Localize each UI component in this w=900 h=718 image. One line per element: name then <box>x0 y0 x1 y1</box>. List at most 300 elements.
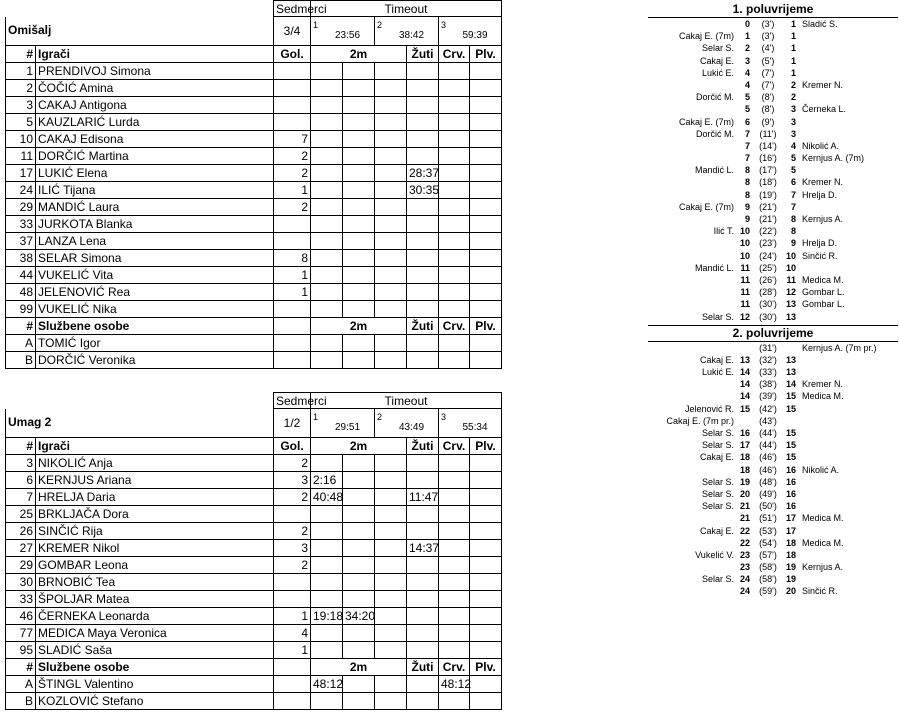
blank-cell <box>274 676 311 693</box>
player-yellow-card <box>407 608 439 625</box>
player-two-min-3 <box>375 114 407 131</box>
official-yellow-card <box>407 335 439 352</box>
away-scorer: Nikolić A. <box>802 464 840 475</box>
home-score: 21 <box>739 501 750 512</box>
home-score: 7 <box>744 140 750 151</box>
away-scorer: Gombar L. <box>802 287 845 298</box>
event-row <box>648 464 898 476</box>
home-scorer: Selar S. <box>701 428 734 438</box>
away-score: 13 <box>785 354 796 365</box>
player-two-min-2 <box>343 199 375 216</box>
timeout-1 <box>311 409 375 438</box>
event-minute: (16') <box>759 153 777 164</box>
official-name: ŠTINGL Valentino <box>36 676 274 693</box>
player-two-min-2 <box>343 148 375 165</box>
away-scorer: Sladić S. <box>802 19 838 29</box>
player-yellow-card <box>407 284 439 301</box>
player-two-min-3 <box>375 642 407 659</box>
away-score: 5 <box>790 165 796 176</box>
team-row <box>6 409 502 438</box>
player-blue-card <box>470 80 502 97</box>
official-row <box>6 335 502 352</box>
player-two-min-1 <box>311 267 343 284</box>
home-score: 8 <box>744 189 750 200</box>
col-blue: Plv. <box>470 318 502 335</box>
away-scorer: Kremer N. <box>802 79 844 90</box>
away-score: 3 <box>790 116 796 127</box>
official-two-min-2 <box>343 335 375 352</box>
player-number: 11 <box>6 148 36 165</box>
home-scorer: Lukić E. <box>701 367 734 378</box>
official-two-min-1 <box>311 335 343 352</box>
home-score: 15 <box>739 403 750 414</box>
player-yellow-card <box>407 250 439 267</box>
player-name: CAKAJ Antigona <box>36 97 274 114</box>
col-number: # <box>6 438 36 455</box>
away-score: 20 <box>785 586 796 597</box>
home-scorer: Cakaj E. <box>699 55 734 66</box>
player-two-min-2 <box>343 233 375 250</box>
player-yellow-card <box>407 642 439 659</box>
player-two-min-2 <box>343 523 375 540</box>
home-score: 13 <box>739 354 750 365</box>
player-two-min-3 <box>375 148 407 165</box>
timeout-time: 55:34 <box>462 422 488 433</box>
event-minute: (3') <box>761 31 775 42</box>
event-minute: (51') <box>759 513 777 524</box>
player-blue-card <box>470 523 502 540</box>
official-letter: A <box>6 676 36 693</box>
player-row <box>6 301 502 318</box>
event-minute: (50') <box>759 501 777 512</box>
event-minute: (32') <box>759 354 777 365</box>
away-score: 3 <box>790 128 796 139</box>
player-name: KREMER Nikol <box>36 540 274 557</box>
player-red-card <box>439 506 470 523</box>
player-red-card <box>439 182 470 199</box>
player-goals: 4 <box>274 625 311 642</box>
player-two-min-2 <box>343 80 375 97</box>
away-scorer: Medica M. <box>802 391 844 402</box>
timeout-2 <box>375 409 439 438</box>
event-minute: (53') <box>759 525 777 536</box>
col-blue: Plv. <box>470 659 502 676</box>
home-score: 11 <box>740 287 750 298</box>
player-two-min-3 <box>375 591 407 608</box>
player-two-min-3 <box>375 506 407 523</box>
home-score: 16 <box>739 428 750 438</box>
event-minute: (4') <box>761 43 775 54</box>
event-row <box>648 18 898 30</box>
player-two-min-3 <box>375 301 407 318</box>
player-goals: 1 <box>274 608 311 625</box>
col-red: Crv. <box>439 659 470 676</box>
official-name: KOZLOVIĆ Stefano <box>36 693 274 710</box>
player-name: NIKOLIĆ Anja <box>36 455 274 472</box>
official-blue-card <box>470 693 502 710</box>
event-row <box>648 164 898 176</box>
event-minute: (39') <box>759 391 777 402</box>
player-two-min-1 <box>311 233 343 250</box>
header-labels-row <box>6 1 502 17</box>
player-two-min-2 <box>343 591 375 608</box>
player-number: 29 <box>6 557 36 574</box>
timeout-3 <box>439 409 502 438</box>
home-scorer: Cakaj E. (7m pr.) <box>666 415 734 426</box>
away-score: 3 <box>790 104 796 115</box>
player-number: 29 <box>6 199 36 216</box>
event-row <box>648 451 898 463</box>
player-red-card <box>439 489 470 506</box>
away-score: 16 <box>785 476 796 487</box>
event-row <box>648 30 898 42</box>
away-score: 11 <box>786 274 796 285</box>
blank-cell <box>274 693 311 710</box>
event-row <box>648 354 898 366</box>
event-row <box>648 561 898 573</box>
player-number: 48 <box>6 284 36 301</box>
home-score: 6 <box>744 116 750 127</box>
col-two-minutes: 2m <box>311 659 407 676</box>
player-yellow-card <box>407 216 439 233</box>
player-number: 1 <box>6 63 36 80</box>
player-blue-card <box>470 506 502 523</box>
event-minute: (44') <box>759 428 777 438</box>
home-score: 9 <box>744 214 750 224</box>
player-two-min-3 <box>375 63 407 80</box>
home-scorer: Jelenović R. <box>684 403 734 414</box>
event-minute: (30') <box>759 311 777 322</box>
away-score: 16 <box>785 501 796 512</box>
event-minute: (46') <box>759 452 777 463</box>
home-score: 11 <box>740 299 750 310</box>
blank-cell <box>274 659 311 676</box>
home-scorer: Selar S. <box>701 440 734 451</box>
player-row <box>6 114 502 131</box>
event-row <box>648 213 898 225</box>
event-minute: (8') <box>761 92 775 103</box>
player-name: MANDIĆ Laura <box>36 199 274 216</box>
sedmerci-label: Sedmerci <box>274 393 311 409</box>
away-score: 1 <box>790 31 796 42</box>
player-row <box>6 97 502 114</box>
player-two-min-3 <box>375 284 407 301</box>
player-two-min-1 <box>311 80 343 97</box>
player-two-min-2 <box>343 267 375 284</box>
player-blue-card <box>470 557 502 574</box>
home-scorer: Selar S. <box>701 488 734 499</box>
player-two-min-2 <box>343 506 375 523</box>
player-yellow-card <box>407 199 439 216</box>
event-minute: (58') <box>759 562 777 573</box>
player-two-min-2 <box>343 250 375 267</box>
player-row <box>6 506 502 523</box>
player-goals: 3 <box>274 540 311 557</box>
home-scorer: Dorčić M. <box>696 92 734 103</box>
event-row <box>648 525 898 537</box>
blank-cell <box>6 393 274 409</box>
player-red-card <box>439 608 470 625</box>
player-name: SINČIĆ Rija <box>36 523 274 540</box>
sedmerci-value: 1/2 <box>274 409 311 438</box>
player-yellow-card: 28:37 <box>407 165 439 182</box>
away-score: 10 <box>785 262 796 273</box>
event-row <box>648 274 898 286</box>
player-two-min-1 <box>311 63 343 80</box>
player-two-min-1 <box>311 506 343 523</box>
player-two-min-1 <box>311 182 343 199</box>
player-number: 33 <box>6 216 36 233</box>
column-header-row <box>6 438 502 455</box>
player-blue-card <box>470 250 502 267</box>
home-scorer: Cakaj E. (7m) <box>678 116 734 127</box>
player-row <box>6 182 502 199</box>
event-minute: (7') <box>761 67 775 78</box>
timeout-2 <box>375 17 439 46</box>
official-red-card <box>439 693 470 710</box>
official-row <box>6 352 502 369</box>
col-number: # <box>6 46 36 63</box>
home-scorer: Cakaj E. (7m) <box>678 201 734 212</box>
player-row <box>6 216 502 233</box>
player-red-card <box>439 63 470 80</box>
away-score: 2 <box>790 79 796 90</box>
player-row <box>6 267 502 284</box>
player-number: 99 <box>6 301 36 318</box>
away-score: 15 <box>785 391 796 402</box>
event-row <box>648 116 898 128</box>
event-minute: (14') <box>759 140 777 151</box>
player-number: 46 <box>6 608 36 625</box>
player-name: SELAR Simona <box>36 250 274 267</box>
home-score: 24 <box>739 586 750 597</box>
player-goals: 8 <box>274 250 311 267</box>
player-name: LANZA Lena <box>36 233 274 250</box>
home-score: 5 <box>744 104 750 115</box>
away-scorer: Nikolić A. <box>802 140 840 151</box>
official-name: TOMIĆ Igor <box>36 335 274 352</box>
official-row <box>6 693 502 710</box>
event-minute: (46') <box>759 464 777 475</box>
player-row <box>6 489 502 506</box>
home-score: 22 <box>739 525 750 536</box>
player-two-min-2 <box>343 472 375 489</box>
player-two-min-1 <box>311 216 343 233</box>
player-two-min-3 <box>375 540 407 557</box>
player-blue-card <box>470 540 502 557</box>
away-score: 18 <box>785 537 796 548</box>
timeout-label: Timeout <box>311 393 502 409</box>
player-two-min-3 <box>375 557 407 574</box>
player-yellow-card <box>407 557 439 574</box>
away-score: 17 <box>785 525 796 536</box>
player-number: 7 <box>6 489 36 506</box>
timeout-time: 38:42 <box>398 30 425 41</box>
away-scorer: Kernjus A. (7m) <box>802 153 865 164</box>
official-yellow-card <box>407 693 439 710</box>
player-name: DORČIĆ Martina <box>36 148 274 165</box>
col-yellow: Žuti <box>407 659 439 676</box>
player-two-min-3 <box>375 182 407 199</box>
player-goals: 1 <box>274 267 311 284</box>
home-score: 8 <box>744 177 750 188</box>
event-minute: (54') <box>759 537 777 548</box>
player-row <box>6 642 502 659</box>
player-red-card <box>439 233 470 250</box>
player-row <box>6 455 502 472</box>
home-score: 11 <box>740 262 750 273</box>
event-row <box>648 140 898 152</box>
player-goals: 1 <box>274 182 311 199</box>
player-two-min-3 <box>375 523 407 540</box>
event-row <box>648 585 898 597</box>
player-goals <box>274 63 311 80</box>
player-name: JURKOTA Blanka <box>36 216 274 233</box>
player-two-min-1 <box>311 114 343 131</box>
away-scorer: Kernjus A. <box>802 214 844 224</box>
player-yellow-card <box>407 301 439 318</box>
official-red-card <box>439 352 470 369</box>
player-two-min-3 <box>375 97 407 114</box>
home-scorer: Selar S. <box>701 311 734 322</box>
player-name: GOMBAR Leona <box>36 557 274 574</box>
event-row <box>648 488 898 500</box>
officials-header-row <box>6 659 502 676</box>
official-blue-card <box>470 335 502 352</box>
player-red-card <box>439 216 470 233</box>
col-red: Crv. <box>439 438 470 455</box>
official-yellow-card <box>407 676 439 693</box>
away-score: 15 <box>785 452 796 463</box>
player-yellow-card <box>407 472 439 489</box>
event-minute: (21') <box>759 214 777 224</box>
event-minute: (28') <box>759 287 777 298</box>
official-red-card <box>439 335 470 352</box>
player-row <box>6 523 502 540</box>
player-red-card <box>439 284 470 301</box>
player-name: CAKAJ Edisona <box>36 131 274 148</box>
event-minute: (8') <box>761 104 775 115</box>
player-yellow-card: 30:35 <box>407 182 439 199</box>
player-two-min-1 <box>311 165 343 182</box>
official-two-min-3 <box>375 676 407 693</box>
player-row <box>6 63 502 80</box>
player-two-min-2 <box>343 540 375 557</box>
away-scorer: Gombar L. <box>802 299 845 310</box>
away-score: 15 <box>785 440 796 451</box>
player-two-min-1 <box>311 523 343 540</box>
away-score: 18 <box>785 549 796 560</box>
player-yellow-card <box>407 523 439 540</box>
home-score: 8 <box>744 165 750 176</box>
player-yellow-card <box>407 267 439 284</box>
event-row <box>648 55 898 67</box>
player-red-card <box>439 97 470 114</box>
away-scorer: Medica M. <box>802 274 844 285</box>
col-yellow: Žuti <box>407 438 439 455</box>
player-goals: 2 <box>274 148 311 165</box>
official-two-min-1 <box>311 693 343 710</box>
player-two-min-2 <box>343 489 375 506</box>
player-number: 95 <box>6 642 36 659</box>
player-two-min-2 <box>343 97 375 114</box>
event-minute: (43') <box>759 415 777 426</box>
player-row <box>6 540 502 557</box>
official-letter: B <box>6 352 36 369</box>
player-row <box>6 472 502 489</box>
player-goals <box>274 233 311 250</box>
first-half-title: 1. poluvrijeme <box>648 2 898 18</box>
home-scorer: Ilić T. <box>713 226 734 237</box>
event-row <box>648 427 898 439</box>
event-row <box>648 549 898 561</box>
event-minute: (26') <box>759 274 777 285</box>
player-row <box>6 557 502 574</box>
event-row <box>648 286 898 298</box>
timeout-number: 3 <box>441 20 447 30</box>
event-row <box>648 152 898 164</box>
official-letter: A <box>6 335 36 352</box>
home-score: 19 <box>739 476 750 487</box>
away-scorer: Sinčić R. <box>802 586 838 597</box>
col-blue: Plv. <box>470 46 502 63</box>
event-row <box>648 79 898 91</box>
away-score: 10 <box>785 250 796 261</box>
col-two-minutes: 2m <box>311 318 407 335</box>
player-two-min-1 <box>311 574 343 591</box>
official-blue-card <box>470 352 502 369</box>
event-minute: (38') <box>759 379 777 390</box>
player-number: 6 <box>6 472 36 489</box>
official-name: DORČIĆ Veronika <box>36 352 274 369</box>
player-goals <box>274 301 311 318</box>
event-row <box>648 390 898 402</box>
home-score: 24 <box>739 574 750 585</box>
home-score: 9 <box>744 201 750 212</box>
col-red: Crv. <box>439 318 470 335</box>
away-score: 19 <box>785 562 796 573</box>
player-goals <box>274 114 311 131</box>
player-two-min-2 <box>343 301 375 318</box>
event-row <box>648 189 898 201</box>
player-red-card <box>439 165 470 182</box>
player-goals: 2 <box>274 557 311 574</box>
away-score: 4 <box>790 140 796 151</box>
home-scorer: Selar S. <box>701 501 734 512</box>
away-score: 7 <box>790 189 796 200</box>
player-two-min-2 <box>343 182 375 199</box>
player-two-min-1 <box>311 301 343 318</box>
team-name: Umag 2 <box>6 409 274 438</box>
player-two-min-3 <box>375 131 407 148</box>
timeout-time: 29:51 <box>334 422 361 433</box>
player-number: 44 <box>6 267 36 284</box>
home-score: 14 <box>739 379 750 390</box>
home-score: 7 <box>744 128 750 139</box>
sedmerci-value: 3/4 <box>274 17 311 46</box>
home-score: 10 <box>739 238 750 249</box>
away-team-sheet <box>5 392 502 710</box>
player-name: LUKIĆ Elena <box>36 165 274 182</box>
event-row <box>648 42 898 54</box>
player-blue-card <box>470 97 502 114</box>
event-row <box>648 500 898 512</box>
player-red-card <box>439 642 470 659</box>
home-scorer: Selar S. <box>701 574 734 585</box>
player-number: 27 <box>6 540 36 557</box>
official-yellow-card <box>407 352 439 369</box>
event-minute: (11') <box>759 128 777 139</box>
